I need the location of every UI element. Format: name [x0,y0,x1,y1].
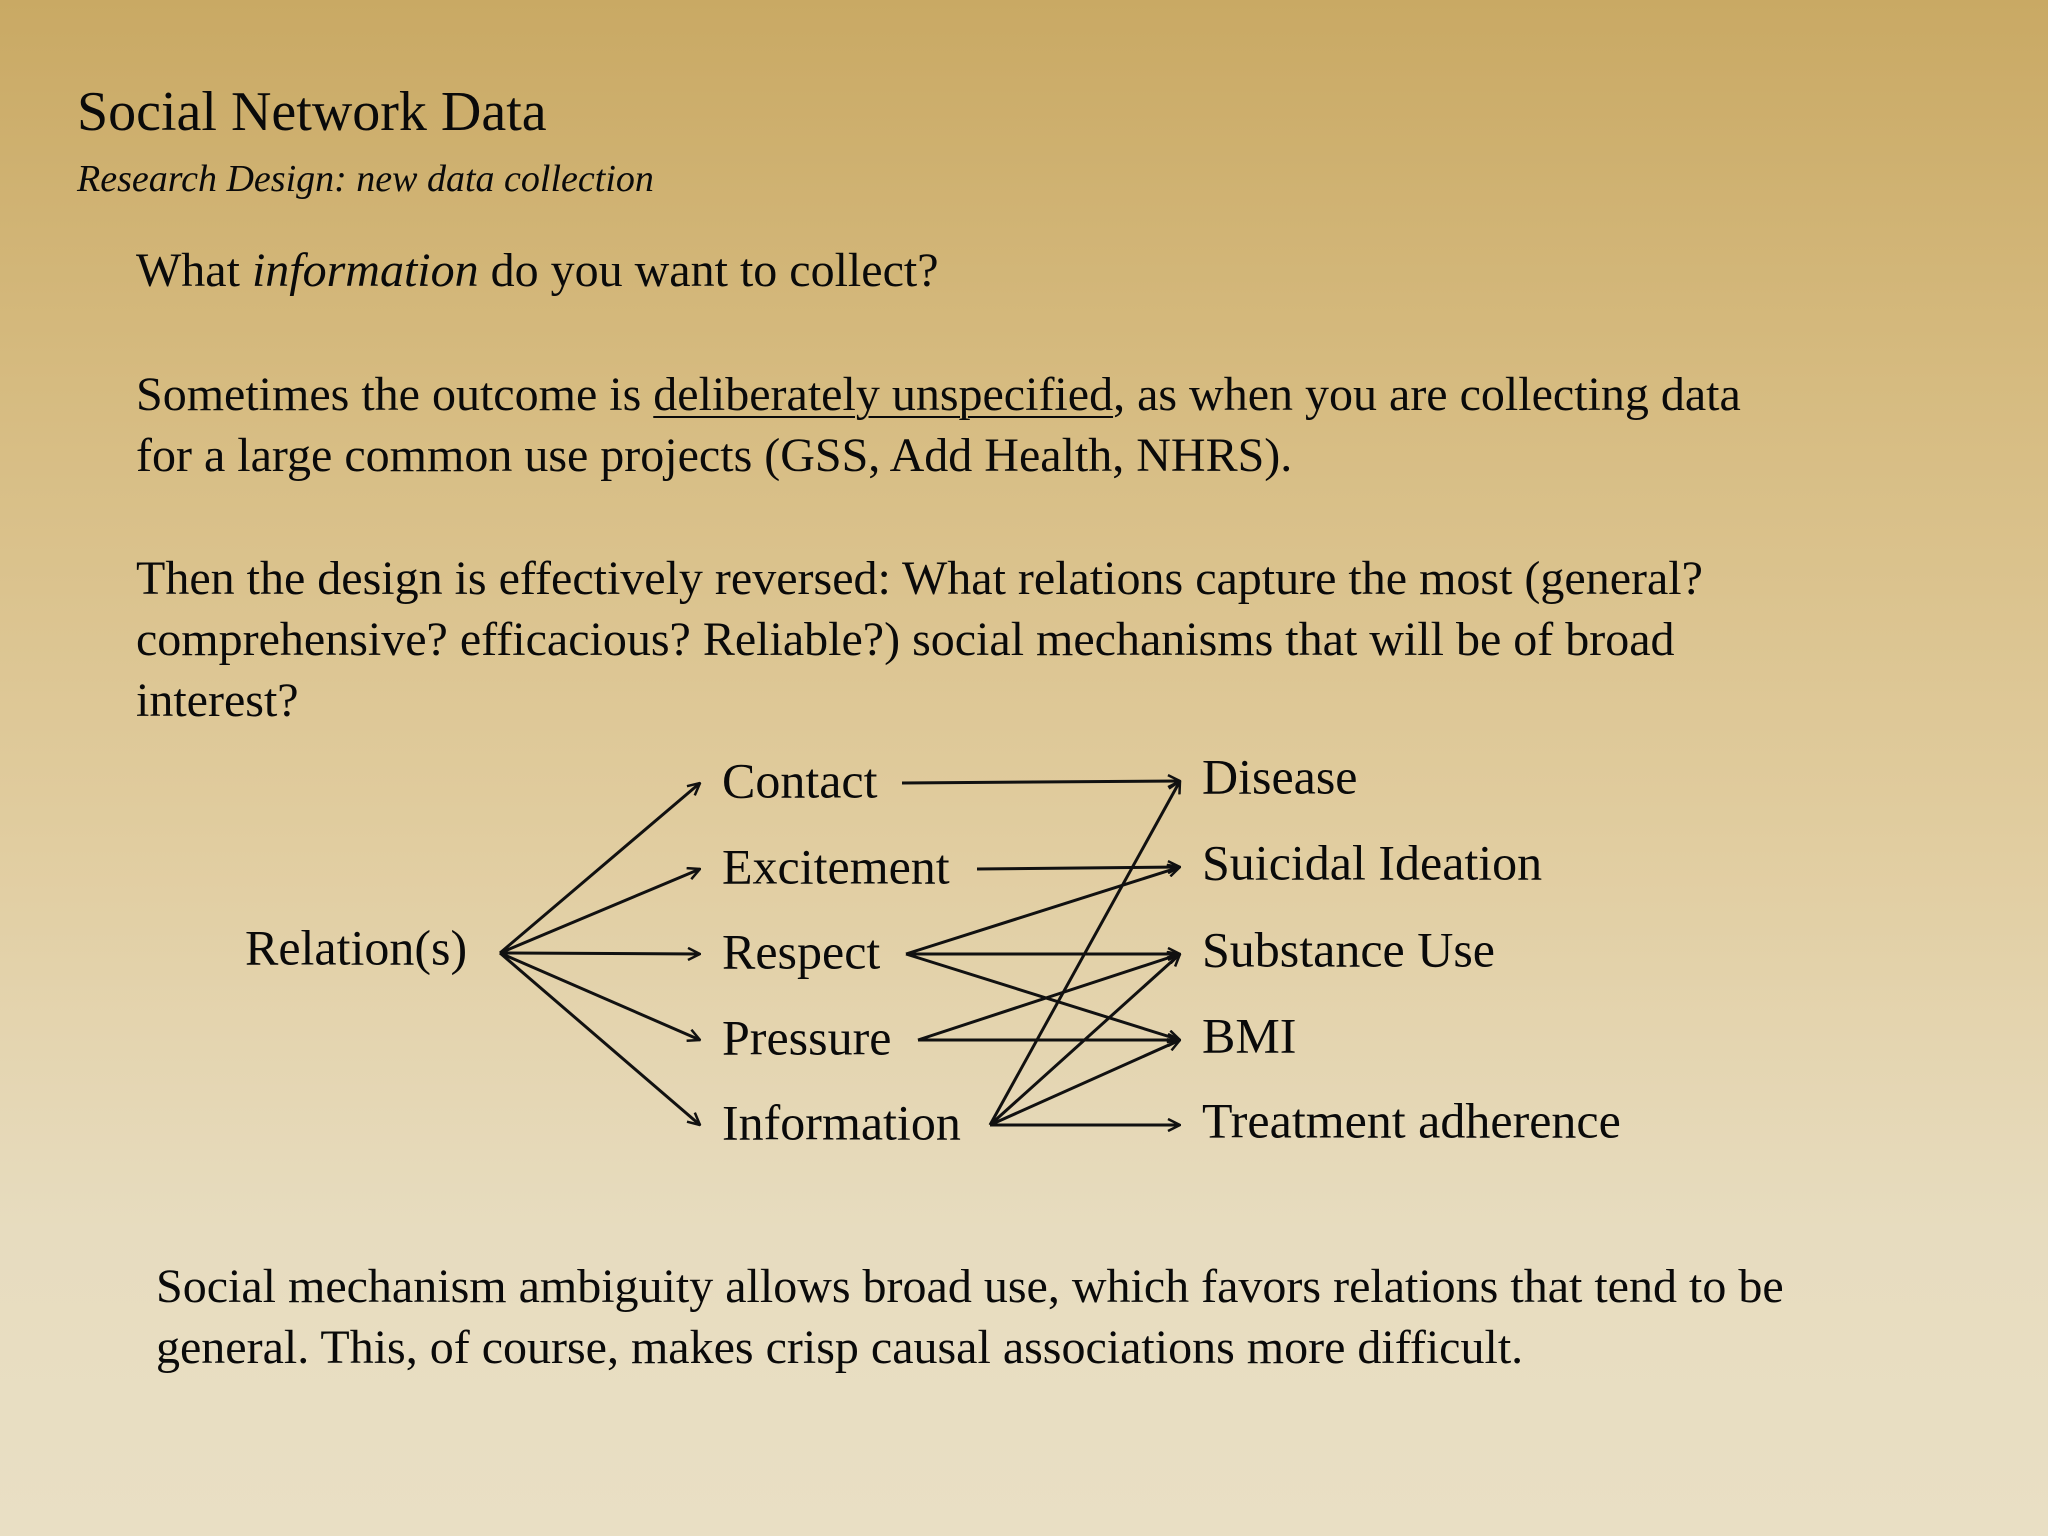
arrow-relation-to-pressure [500,953,700,1040]
mechanism-label-contact: Contact [722,752,878,809]
outcome-label-substance-use: Substance Use [1202,921,1495,978]
slide-title: Social Network Data [77,81,547,143]
mechanism-label-excitement: Excitement [722,838,950,895]
outcome-label-treatment-adherence: Treatment adherence [1202,1092,1621,1149]
outcome-underlined-text: deliberately unspecified [653,368,1114,421]
mechanism-label-pressure: Pressure [722,1009,892,1066]
design-line-2: comprehensive? efficacious? Reliable?) social mechanisms that will be of broad [136,613,1675,666]
arrow-relation-to-information [500,953,700,1125]
outcome-line-2: for a large common use projects (GSS, Add Health, NHRS). [136,429,1293,482]
arrow-excitement-to-suicidal-ideation [977,867,1180,869]
outcome-text-after: , as when you are collecting data [1113,368,1741,421]
arrow-contact-to-disease [902,781,1180,783]
mechanism-label-information: Information [722,1094,961,1151]
conclusion-paragraph [156,1256,1784,1378]
outcome-label-disease: Disease [1202,748,1358,805]
design-line-3: interest? [136,674,299,727]
slide-subtitle: Research Design: new data collection [77,158,654,200]
arrow-relation-to-respect [500,953,700,954]
outcome-text-before: Sometimes the outcome is [136,368,654,421]
arrow-relation-to-excitement [500,869,700,953]
design-line-1: Then the design is effectively reversed: What relations capture the most (general? [136,552,1703,605]
arrow-relation-to-contact [500,783,700,953]
question-prefix: What [136,244,252,297]
outcome-label-suicidal-ideation: Suicidal Ideation [1202,834,1543,891]
conclusion-line-1: Social mechanism ambiguity allows broad use, which favors relations that tend to be [156,1260,1784,1313]
diagram-labels [245,748,1621,1150]
question-suffix: do you want to collect? [478,244,939,297]
arrow-information-to-bmi [990,1040,1180,1125]
mechanism-label-respect: Respect [722,923,881,980]
question-emphasis: information [251,244,479,297]
conclusion-line-2: general. This, of course, makes crisp causal associations more difficult. [156,1321,1524,1374]
source-node-label: Relation(s) [245,919,468,976]
outcome-label-bmi: BMI [1202,1007,1297,1064]
